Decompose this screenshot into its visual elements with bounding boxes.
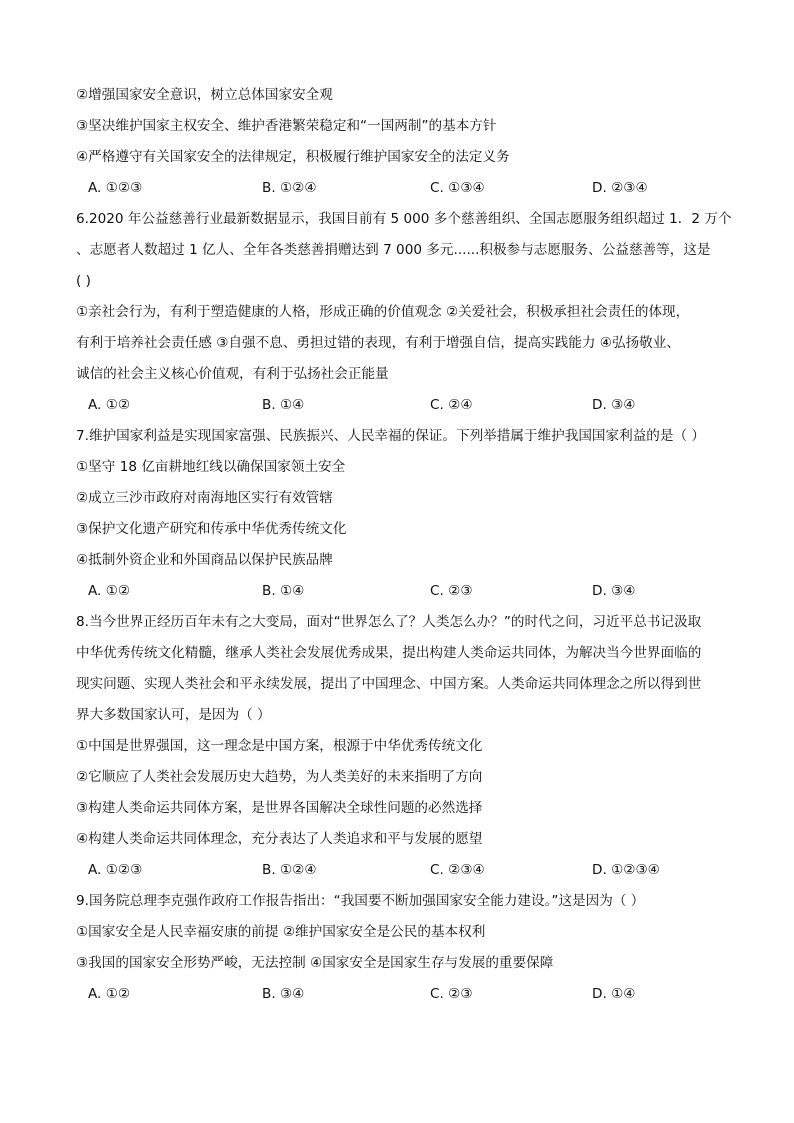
- q8-choices: [76, 855, 726, 886]
- q6-stem-line-1: 6.2020 年公益慈善行业最新数据显示，我国目前有 5 000 多个慈善组织、全国志愿服务组织超过 1．2 万个: [76, 211, 732, 227]
- q5-choice-b: B. ①②④: [262, 180, 317, 196]
- q8-stem-line-4: 界大多数国家认可，是因为（ ）: [76, 707, 271, 723]
- question-content: [76, 80, 732, 1010]
- q8-item-3: ③构建人类命运共同体方案，是世界各国解决全球性问题的必然选择: [76, 800, 483, 816]
- q8-stem-line-1: 8.当今世界正经历百年未有之大变局，面对“世界怎么了？人类怎么办？”的时代之问，习近平总书记汲取: [76, 614, 702, 630]
- q7-item-1: ①坚守 18 亿亩耕地红线以确保国家领土安全: [76, 459, 346, 475]
- q5-item-3: ③坚决维护国家主权安全、维护香港繁荣稳定和“一国两制”的基本方针: [76, 118, 497, 134]
- q7-item-4: ④抵制外资企业和外国商品以保护民族品牌: [76, 552, 333, 568]
- q5-item-2: ②增强国家安全意识，树立总体国家安全观: [76, 87, 333, 103]
- q7-item-3: ③保护文化遗产研究和传承中华优秀传统文化: [76, 521, 347, 537]
- q9-items-line-1: ①国家安全是人民幸福安康的前提 ②维护国家安全是公民的基本权利: [76, 924, 486, 940]
- q9-stem: 9.国务院总理李克强作政府工作报告指出：“我国要不断加强国家安全能力建设。”这是因为（ ）: [76, 893, 645, 909]
- q8-item-2: ②它顺应了人类社会发展历史大趋势，为人类美好的未来指明了方向: [76, 769, 483, 785]
- q5-choice-d: D. ②③④: [592, 180, 648, 196]
- q7-choice-b: B. ①④: [262, 583, 305, 599]
- q7-choice-a: A. ①②: [88, 583, 131, 599]
- q6-choice-c: C. ②④: [430, 397, 473, 413]
- q6-stem-line-3: ( ): [76, 273, 91, 289]
- q8-choice-d: D. ①②③④: [592, 862, 660, 878]
- q9-choice-d: D. ①④: [592, 986, 636, 1002]
- q6-options-line-1: ①亲社会行为，有利于塑造健康的人格，形成正确的价值观念 ②关爱社会，积极承担社会责任的体现，: [76, 304, 690, 320]
- q6-options-line-3: 诚信的社会主义核心价值观，有利于弘扬社会正能量: [76, 366, 389, 382]
- q7-choices: [76, 576, 726, 607]
- q9-choice-a: A. ①②: [88, 986, 131, 1002]
- q9-choice-b: B. ③④: [262, 986, 305, 1002]
- q5-choice-a: A. ①②③: [88, 180, 143, 196]
- q9-items-line-2: ③我国的国家安全形势严峻，无法控制 ④国家安全是国家生存与发展的重要保障: [76, 955, 554, 971]
- q7-stem: 7.维护国家利益是实现国家富强、民族振兴、人民幸福的保证。下列举措属于维护我国国家利益的是（ ）: [76, 428, 706, 444]
- q9-choices: [76, 979, 726, 1010]
- q8-choice-a: A. ①②③: [88, 862, 143, 878]
- q8-stem-line-2: 中华优秀传统文化精髓，继承人类社会发展优秀成果，提出构建人类命运共同体，为解决当今世界面临的: [76, 645, 702, 661]
- q8-item-4: ④构建人类命运共同体理念，充分表达了人类追求和平与发展的愿望: [76, 831, 483, 847]
- q7-choice-d: D. ③④: [592, 583, 636, 599]
- q6-options-line-2: 有利于培养社会责任感 ③自强不息、勇担过错的表现，有利于增强自信，提高实践能力 ④弘扬敬业、: [76, 335, 680, 351]
- q5-item-4: ④严格遵守有关国家安全的法律规定，积极履行维护国家安全的法定义务: [76, 149, 510, 165]
- q5-choice-c: C. ①③④: [430, 180, 485, 196]
- q6-choices: [76, 390, 726, 421]
- q6-choice-a: A. ①②: [88, 397, 131, 413]
- q8-choice-b: B. ①②④: [262, 862, 317, 878]
- q7-choice-c: C. ②③: [430, 583, 473, 599]
- q6-stem-line-2: 、志愿者人数超过 1 亿人、全年各类慈善捐赠达到 7 000 多元......积极参与志愿服务、公益慈善等，这是: [76, 242, 711, 258]
- q6-choice-b: B. ①④: [262, 397, 305, 413]
- q8-stem-line-3: 现实问题、实现人类社会和平永续发展，提出了中国理念、中国方案。人类命运共同体理念之所以得到世: [76, 676, 702, 692]
- q5-choices: [76, 173, 726, 204]
- q8-item-1: ①中国是世界强国，这一理念是中国方案，根源于中华优秀传统文化: [76, 738, 483, 754]
- q9-choice-c: C. ②③: [430, 986, 473, 1002]
- q7-item-2: ②成立三沙市政府对南海地区实行有效管辖: [76, 490, 333, 506]
- q6-choice-d: D. ③④: [592, 397, 636, 413]
- q8-choice-c: C. ②③④: [430, 862, 485, 878]
